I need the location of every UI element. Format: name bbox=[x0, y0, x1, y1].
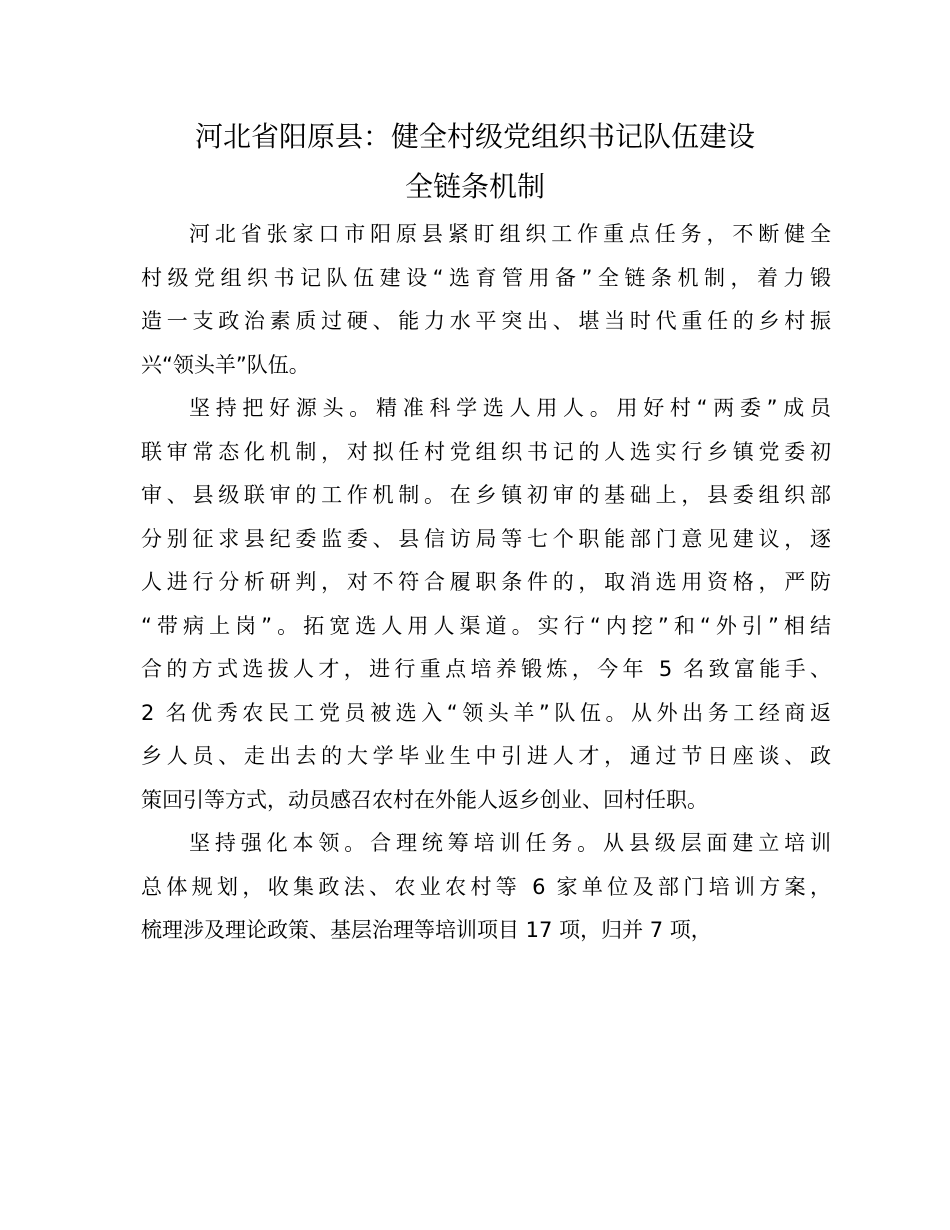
paragraph-intro bbox=[141, 213, 831, 387]
title-line: 全链条机制 bbox=[404, 170, 545, 203]
text-line: 2 名优秀农民工党员被选入“领头羊”队伍。从外出务工经商返 bbox=[141, 700, 831, 725]
text-line: 乡人员、走出去的大学毕业生中引进人才，通过节日座谈、政 bbox=[141, 744, 831, 768]
text-line: “带病上岗”。拓宽选人用人渠道。实行“内挖”和“外引”相结 bbox=[141, 613, 831, 638]
text-line: 梳理涉及理论政策、基层治理等培训项目 17 项，归并 7 项， bbox=[141, 918, 712, 942]
text-line: 人进行分析研判，对不符合履职条件的，取消选用资格，严防 bbox=[141, 570, 831, 594]
text-line: 村级党组织书记队伍建设“选育管用备”全链条机制，着力锻 bbox=[141, 265, 831, 290]
paragraph-training bbox=[141, 822, 831, 953]
text-line: 坚持强化本领。合理统筹培训任务。从县级层面建立培训 bbox=[189, 831, 831, 855]
text-line: 坚持把好源头。精准科学选人用人。用好村“两委”成员 bbox=[189, 396, 831, 420]
text-line: 造一支政治素质过硬、能力水平突出、堪当时代重任的乡村振 bbox=[141, 309, 831, 333]
text-line: 审、县级联审的工作机制。在乡镇初审的基础上，县委组织部 bbox=[141, 483, 831, 507]
title-line: 河北省阳原县：健全村级党组织书记队伍建设 bbox=[194, 120, 755, 153]
text-line: 兴“领头羊”队伍。 bbox=[141, 352, 310, 377]
document-title bbox=[0, 112, 950, 212]
document-body bbox=[141, 213, 831, 953]
text-line: 分别征求县纪委监委、县信访局等七个职能部门意见建议，逐 bbox=[141, 526, 831, 551]
text-line: 总体规划，收集政法、农业农村等 6 家单位及部门培训方案， bbox=[141, 874, 831, 899]
text-line: 河北省张家口市阳原县紧盯组织工作重点任务，不断健全 bbox=[189, 222, 831, 246]
text-line: 策回引等方式，动员感召农村在外能人返乡创业、回村任职。 bbox=[141, 787, 708, 812]
text-line: 联审常态化机制，对拟任村党组织书记的人选实行乡镇党委初 bbox=[141, 439, 831, 464]
paragraph-source bbox=[141, 387, 831, 822]
text-line: 合的方式选拔人才，进行重点培养锻炼，今年 5 名致富能手、 bbox=[141, 657, 831, 681]
